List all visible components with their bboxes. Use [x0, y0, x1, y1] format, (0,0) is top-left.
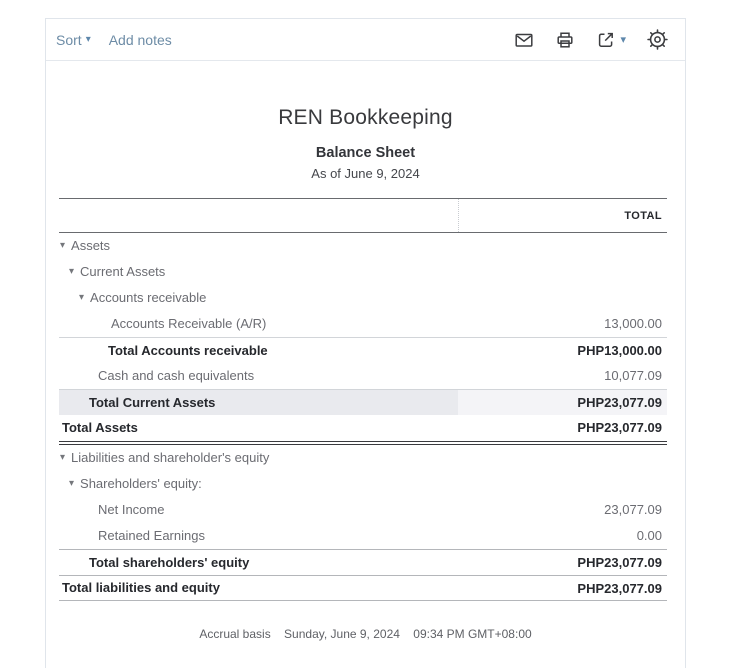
row-label: Total shareholders' equity — [89, 554, 250, 570]
company-name: REN Bookkeeping — [278, 106, 453, 129]
row-shareholders-equity-group[interactable] — [59, 471, 667, 497]
row-amount[interactable]: 0.00 — [636, 528, 662, 543]
row-amount: PHP23,077.09 — [458, 390, 667, 415]
report-card — [45, 18, 686, 668]
add-notes-button[interactable]: Add notes — [108, 31, 172, 48]
row-accounts-receivable-ar — [59, 311, 667, 337]
row-total-accounts-receivable — [59, 337, 667, 363]
row-label: Shareholders' equity: — [80, 476, 202, 491]
export-icon[interactable] — [596, 30, 626, 50]
row-label: Current Assets — [80, 264, 166, 279]
row-liabilities-and-equity[interactable] — [59, 445, 667, 471]
row-net-income — [59, 497, 667, 523]
row-label: Total Assets — [62, 420, 138, 435]
settings-gear-icon[interactable] — [647, 29, 668, 50]
row-amount[interactable]: 10,077.09 — [604, 368, 662, 383]
row-label: Assets — [71, 238, 111, 253]
account-column-header — [59, 199, 458, 232]
row-total-assets — [59, 415, 667, 441]
row-label: Accounts receivable — [90, 290, 207, 305]
total-column-header: TOTAL — [458, 199, 667, 232]
chevron-down-icon: ▾ — [85, 34, 91, 45]
sort-label: Sort — [56, 31, 82, 48]
row-total-current-assets — [59, 389, 667, 415]
collapse-triangle-icon[interactable]: ▾ — [60, 452, 66, 463]
report-title: Balance Sheet — [315, 145, 416, 161]
row-amount[interactable]: 13,000.00 — [604, 316, 662, 331]
report-time: 09:34 PM GMT+08:00 — [413, 627, 532, 641]
report-date: Sunday, June 9, 2024 — [284, 627, 400, 641]
row-amount: PHP23,077.09 — [577, 581, 662, 596]
row-amount — [458, 233, 667, 259]
row-retained-earnings — [59, 523, 667, 549]
print-icon[interactable] — [555, 30, 575, 50]
export-options-caret-icon[interactable]: ▾ — [620, 34, 626, 46]
row-amount: PHP23,077.09 — [577, 555, 662, 570]
row-label: Total liabilities and equity — [62, 580, 220, 595]
toolbar-left — [56, 32, 172, 48]
row-current-assets[interactable] — [59, 259, 667, 285]
sort-button[interactable] — [56, 32, 91, 48]
balance-sheet-table — [59, 198, 667, 601]
collapse-triangle-icon[interactable]: ▾ — [60, 240, 66, 251]
row-amount[interactable]: 23,077.09 — [604, 502, 662, 517]
email-icon[interactable] — [514, 30, 534, 50]
row-total-liabilities-and-equity — [59, 575, 667, 601]
row-amount — [458, 445, 667, 471]
row-amount — [458, 259, 667, 285]
row-amount: PHP13,000.00 — [577, 343, 662, 358]
collapse-triangle-icon[interactable]: ▾ — [69, 266, 75, 277]
row-accounts-receivable-group[interactable] — [59, 285, 667, 311]
collapse-triangle-icon[interactable]: ▾ — [79, 292, 85, 303]
toolbar-right — [514, 29, 668, 50]
report-footer — [46, 627, 685, 641]
row-amount: PHP23,077.09 — [577, 420, 662, 435]
report-subtitle: As of June 9, 2024 — [311, 166, 420, 181]
row-amount — [458, 285, 667, 311]
row-label: Net Income — [98, 502, 165, 517]
accounting-basis: Accrual basis — [199, 627, 271, 641]
row-label: Retained Earnings — [98, 528, 205, 543]
collapse-triangle-icon[interactable]: ▾ — [69, 478, 75, 489]
row-label: Accounts Receivable (A/R) — [111, 316, 267, 331]
row-label: Liabilities and shareholder's equity — [71, 450, 270, 465]
table-header-row — [59, 198, 667, 233]
row-label: Total Accounts receivable — [108, 342, 268, 358]
row-label: Total Current Assets — [89, 394, 216, 410]
row-assets[interactable] — [59, 233, 667, 259]
row-total-shareholders-equity — [59, 549, 667, 575]
row-amount — [458, 471, 667, 497]
row-cash-and-cash-equivalents — [59, 363, 667, 389]
row-label: Cash and cash equivalents — [98, 368, 255, 383]
report-toolbar — [46, 19, 685, 61]
